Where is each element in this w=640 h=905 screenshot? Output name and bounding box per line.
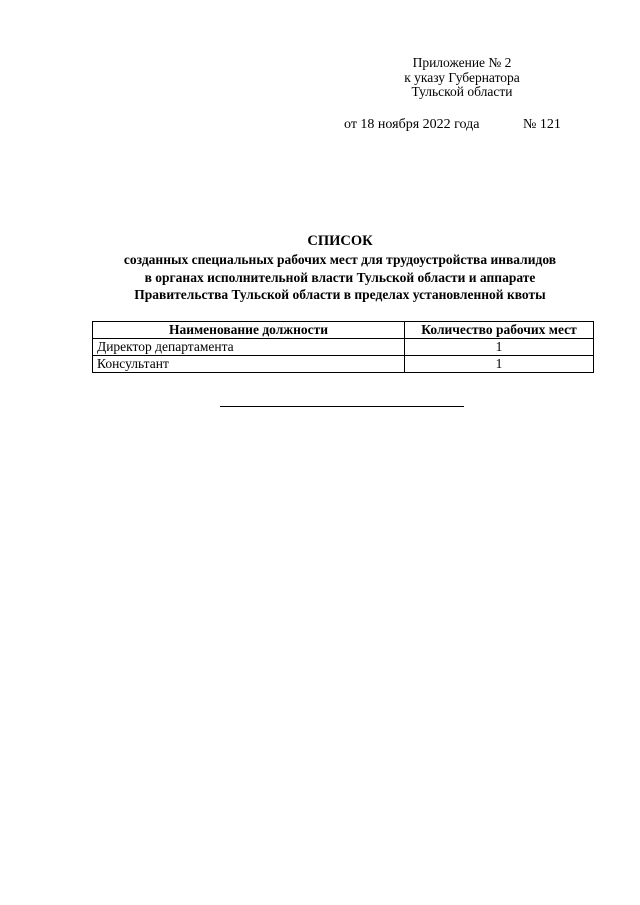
table-row [93, 339, 594, 356]
header-count: Количество рабочих мест [405, 322, 594, 339]
decree-number: № 121 [523, 117, 561, 132]
table-row [93, 356, 594, 373]
decree-date: от 18 ноября 2022 года [344, 117, 480, 132]
header-position: Наименование должности [93, 322, 405, 339]
cell-position: Консультант [93, 356, 405, 373]
cell-position: Директор департамента [93, 339, 405, 356]
appendix-line-2: к указу Губернатора [404, 69, 520, 85]
title-subline-1: созданных специальных рабочих мест для трудоустройства инвалидов [123, 252, 557, 267]
appendix-header [362, 56, 562, 100]
document-title: СПИСОК [307, 233, 373, 249]
appendix-line-1: Приложение № 2 [412, 55, 512, 70]
cell-count: 1 [405, 356, 594, 373]
appendix-line-3: Тульской области [411, 84, 513, 99]
closing-divider [220, 406, 464, 407]
document-title-block [80, 233, 600, 304]
table-header-row [93, 322, 594, 339]
title-subline-2: в органах исполнительной власти Тульской области и аппарате [144, 269, 536, 285]
workplaces-table [92, 321, 594, 373]
cell-count: 1 [405, 339, 594, 356]
title-subline-3: Правительства Тульской области в пределах установленной квоты [134, 287, 546, 302]
